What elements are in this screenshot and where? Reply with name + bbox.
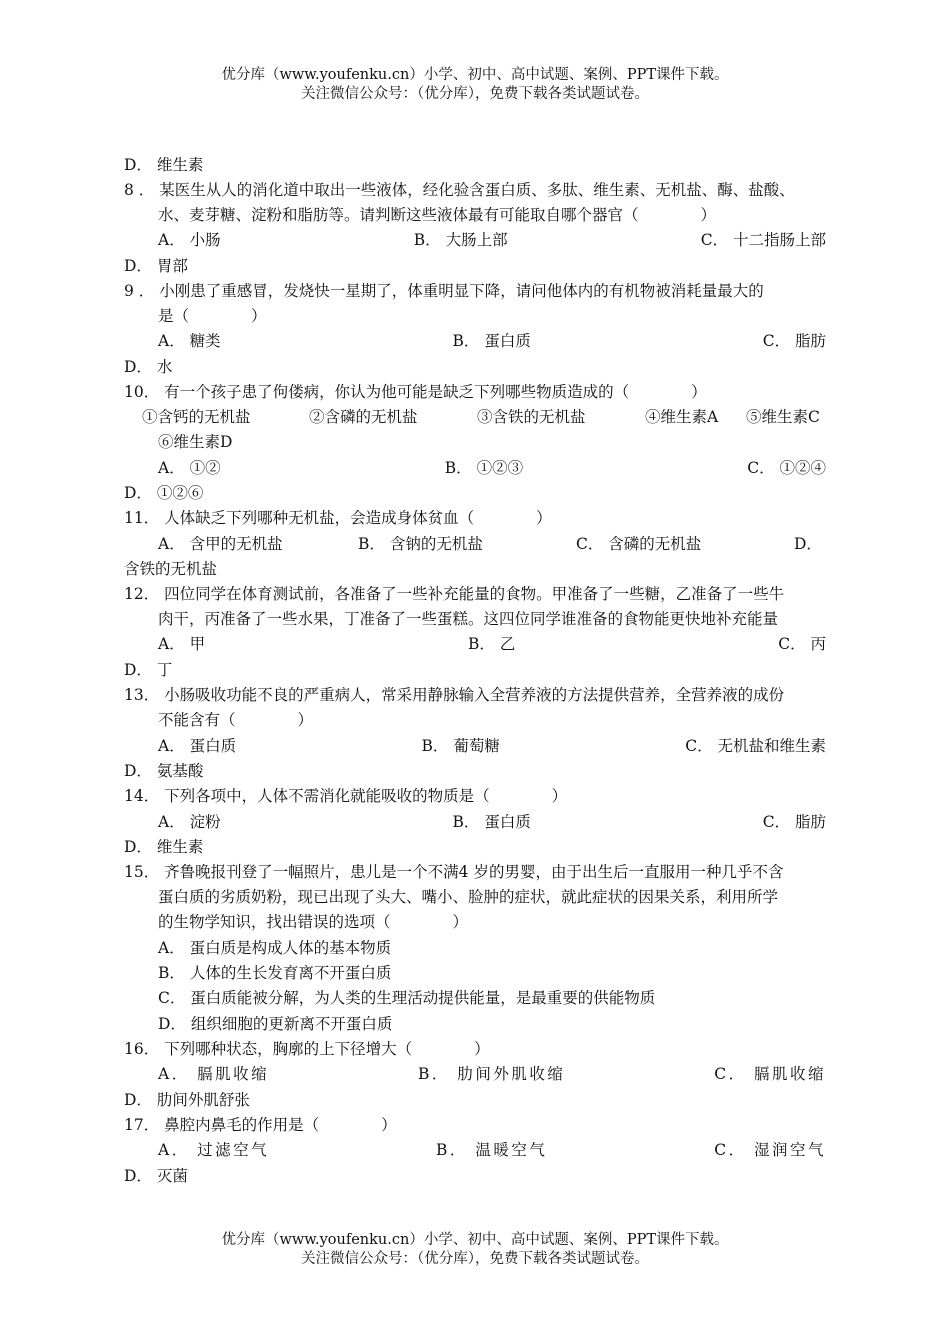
q11-stem-line-1: 11． 人体缺乏下列哪种无机盐，会造成身体贫血（ ）: [124, 509, 552, 527]
q14-option-b: B． 蛋白质: [452, 813, 531, 831]
q10-item-4: ④维生素A: [645, 408, 719, 426]
q12-options-row: [158, 632, 826, 657]
footer-line-2: 关注微信公众号：（优分库），免费下载各类试题试卷。: [301, 1251, 649, 1267]
q13-option-c: C． 无机盐和维生素: [685, 737, 826, 755]
q17-stem-line-1: 17． 鼻腔内鼻毛的作用是（ ）: [124, 1116, 397, 1134]
q17-option-b: B． 温暖空气: [436, 1141, 548, 1159]
q17-options-row: [158, 1138, 826, 1163]
q11-option-b: B． 含钠的无机盐: [358, 535, 483, 553]
q11-option-d: 含铁的无机盐: [124, 560, 218, 578]
q16-option-a: A． 膈肌收缩: [158, 1065, 270, 1083]
q16-option-c: C． 膈肌收缩: [714, 1065, 826, 1083]
q16-options-row: [158, 1062, 826, 1087]
q12-option-a: A． 甲: [158, 635, 206, 653]
q9-options-row: [158, 329, 826, 354]
header-line-2: 关注微信公众号：（优分库），免费下载各类试题试卷。: [301, 86, 649, 102]
q15-stem-line-2: 蛋白质的劣质奶粉，现已出现了头大、嘴小、脸肿的症状，就此症状的因果关系，利用所学: [158, 888, 779, 906]
q8-option-d: D． 胃部: [124, 257, 188, 275]
header-line-1: 优分库（www.youfenku.cn）小学、初中、高中试题、案例、PPT课件下载。: [221, 67, 729, 83]
footer-line-1: 优分库（www.youfenku.cn）小学、初中、高中试题、案例、PPT课件下载。: [221, 1232, 729, 1248]
q14-stem-line-1: 14． 下列各项中，人体不需消化就能吸收的物质是（ ）: [124, 787, 568, 805]
q10-stem-line-1: 10． 有一个孩子患了佝偻病，你认为他可能是缺乏下列哪些物质造成的（ ）: [124, 383, 707, 401]
q15-option-b: B． 人体的生长发育离不开蛋白质: [158, 964, 392, 982]
q12-stem-line-2: 肉干，丙准备了一些水果，丁准备了一些蛋糕。这四位同学谁准备的食物能更快地补充能量: [158, 610, 779, 628]
q12-stem-line-1: 12． 四位同学在体育测试前，各准备了一些补充能量的食物。甲准备了一些糖，乙准备了一些牛: [124, 585, 785, 603]
q16-stem-line-1: 16． 下列哪种状态，胸廓的上下径增大（ ）: [124, 1040, 490, 1058]
q14-option-c: C． 脂肪: [762, 813, 826, 831]
q10-item-2: ②含磷的无机盐: [309, 408, 418, 426]
q12-option-b: B． 乙: [468, 635, 516, 653]
q7-option-d: D． 维生素: [124, 156, 204, 174]
q11-option-c: C． 含磷的无机盐: [576, 535, 702, 553]
q15-option-d: D． 组织细胞的更新离不开蛋白质: [158, 1015, 393, 1033]
q12-option-c: C． 丙: [778, 635, 826, 653]
q10-option-b: B． ①②③: [444, 459, 524, 477]
q8-option-c: C． 十二指肠上部: [700, 231, 826, 249]
q11-option-d-prefix: D．: [794, 535, 822, 553]
q10-item-1: ①含钙的无机盐: [142, 408, 251, 426]
q9-option-d: D． 水: [124, 358, 173, 376]
q13-stem-line-1: 13． 小肠吸收功能不良的严重病人，常采用静脉输入全营养液的方法提供营养，全营养液的成份: [124, 686, 785, 704]
q11-option-a: A． 含甲的无机盐: [158, 535, 283, 553]
q12-option-d: D． 丁: [124, 661, 173, 679]
q9-stem-line-1: 9 ． 小刚患了重感冒，发烧快一星期了，体重明显下降，请问他体内的有机物被消耗量最大的: [124, 282, 764, 300]
q15-stem-line-1: 15． 齐鲁晚报刊登了一幅照片，患儿是一个不满4 岁的男婴，由于出生后一直服用一种几乎不含: [124, 863, 784, 881]
q13-option-a: A． 蛋白质: [158, 737, 237, 755]
q10-option-d: D． ①②⑥: [124, 484, 204, 502]
q10-options-row: [158, 456, 826, 481]
q14-option-d: D． 维生素: [124, 838, 204, 856]
q13-options-row: [158, 734, 826, 759]
q13-option-d: D． 氨基酸: [124, 762, 204, 780]
q10-option-c: C． ①②④: [747, 459, 826, 477]
q16-option-b: B． 肋间外肌收缩: [418, 1065, 566, 1083]
q9-stem-line-2: 是（ ）: [158, 307, 267, 325]
q17-option-a: A． 过滤空气: [158, 1141, 270, 1159]
q9-option-a: A． 糖类: [158, 332, 221, 350]
q8-option-a: A． 小肠: [158, 231, 221, 249]
q13-option-b: B． 葡萄糖: [421, 737, 500, 755]
q14-options-row: [158, 810, 826, 835]
q14-option-a: A． 淀粉: [158, 813, 221, 831]
q9-option-c: C． 脂肪: [762, 332, 826, 350]
q16-option-d: D． 肋间外肌舒张: [124, 1091, 250, 1109]
q9-option-b: B． 蛋白质: [452, 332, 531, 350]
page-header: [0, 66, 950, 104]
q10-item-5: ⑤维生素C: [746, 408, 820, 426]
q10-option-a: A． ①②: [158, 459, 221, 477]
q17-option-c: C． 湿润空气: [714, 1141, 826, 1159]
q8-stem-line-1: 8 ． 某医生从人的消化道中取出一些液体，经化验含蛋白质、多肽、维生素、无机盐、酶、盐酸、: [124, 181, 795, 199]
q8-options-row: [158, 228, 826, 253]
q15-stem-line-3: 的生物学知识，找出错误的选项（ ）: [158, 913, 469, 931]
q8-stem-line-2: 水、麦芽糖、淀粉和脂肪等。请判断这些液体最有可能取自哪个器官（ ）: [158, 206, 717, 224]
q17-option-d: D． 灭菌: [124, 1167, 188, 1185]
q15-option-c: C． 蛋白质能被分解，为人类的生理活动提供能量，是最重要的供能物质: [158, 989, 656, 1007]
q13-stem-line-2: 不能含有（ ）: [158, 711, 314, 729]
q10-item-6: ⑥维生素D: [158, 433, 233, 451]
page-footer: [0, 1231, 950, 1269]
q15-option-a: A． 蛋白质是构成人体的基本物质: [158, 939, 392, 957]
q8-option-b: B． 大肠上部: [413, 231, 508, 249]
q10-item-3: ③含铁的无机盐: [477, 408, 586, 426]
